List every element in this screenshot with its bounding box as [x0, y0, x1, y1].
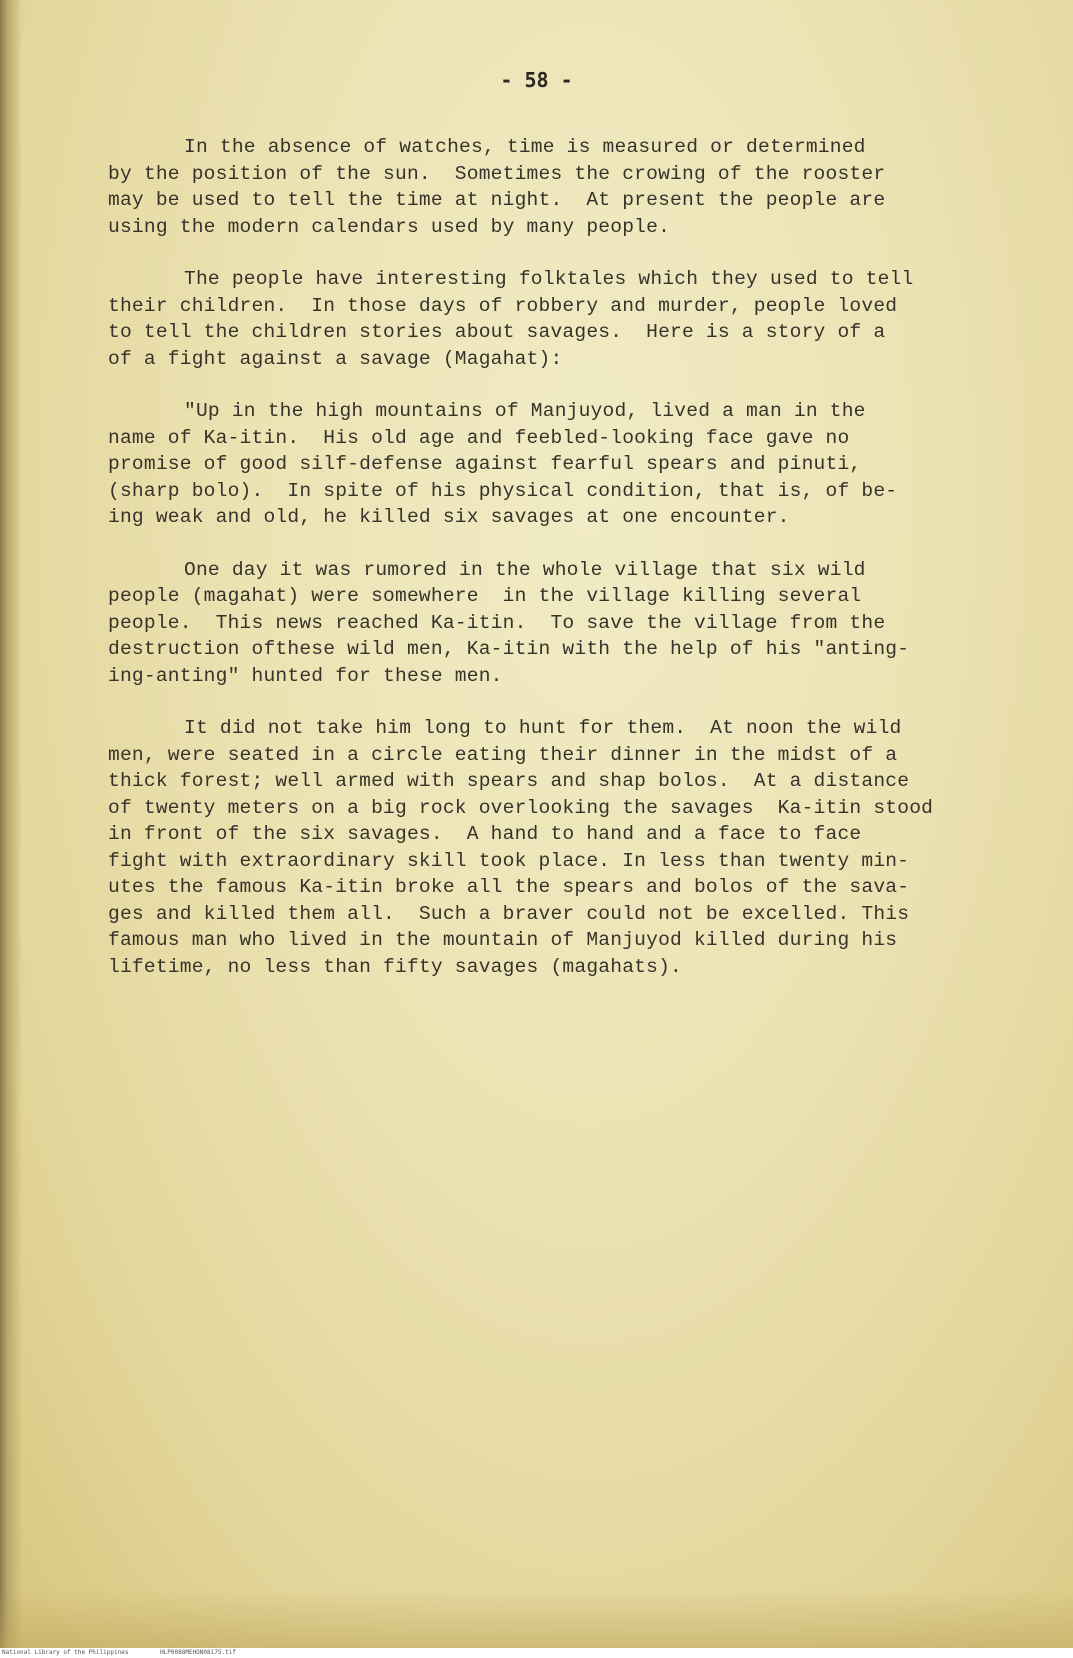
- text-line: may be used to tell the time at night. At present the people are: [108, 189, 886, 211]
- paragraph-4: [108, 557, 1008, 690]
- text-line: using the modern calendars used by many people.: [108, 215, 671, 238]
- text-line: of twenty meters on a big rock overlooking the savages Ka-itin stood: [108, 796, 934, 819]
- text-line: to tell the children stories about savages. Here is a story of a: [108, 321, 886, 343]
- footer-source: National Library of the Philippines: [2, 1649, 129, 1656]
- text-line: "Up in the high mountains of Manjuyod, lived a man in the: [184, 400, 866, 422]
- page-bottom-stain: [0, 1588, 1073, 1648]
- document-body: [108, 134, 1008, 1006]
- text-line: in front of the six savages. A hand to hand and a face to face: [108, 823, 862, 845]
- footer-file-code: HLP0088MEHON08175.tif: [160, 1649, 236, 1656]
- paragraph-5: [108, 715, 1008, 980]
- text-line: thick forest; well armed with spears and shap bolos. At a distance: [108, 770, 910, 792]
- text-line: famous man who lived in the mountain of Manjuyod killed during his: [108, 929, 898, 951]
- text-line: destruction ofthese wild men, Ka-itin with the help of his "anting-: [108, 638, 910, 660]
- scan-footer: [0, 1648, 1073, 1658]
- text-line: (sharp bolo). In spite of his physical condition, that is, of be-: [108, 479, 898, 502]
- text-line: promise of good silf-defense against fearful spears and pinuti,: [108, 453, 862, 475]
- text-line: ing-anting" hunted for these men.: [108, 664, 503, 687]
- text-line: people (magahat) were somewhere in the village killing several: [108, 585, 862, 607]
- page-left-edge-shadow: [0, 0, 22, 1648]
- text-line: men, were seated in a circle eating their dinner in the midst of a: [108, 743, 898, 766]
- text-line: The people have interesting folktales which they used to tell: [184, 268, 914, 290]
- text-line: ing weak and old, he killed six savages at one encounter.: [108, 506, 790, 528]
- text-line: In the absence of watches, time is measured or determined: [184, 136, 866, 158]
- text-line: utes the famous Ka-itin broke all the spears and bolos of the sava-: [108, 876, 910, 898]
- text-line: name of Ka-itin. His old age and feebled-looking face gave no: [108, 426, 850, 449]
- text-line: their children. In those days of robbery and murder, people loved: [108, 294, 898, 317]
- text-line: lifetime, no less than fifty savages (magahats).: [108, 955, 682, 978]
- text-line: people. This news reached Ka-itin. To save the village from the: [108, 611, 886, 634]
- paragraph-2: [108, 266, 1008, 372]
- text-line: One day it was rumored in the whole village that six wild: [184, 558, 866, 581]
- paragraph-3: [108, 398, 1008, 531]
- text-line: ges and killed them all. Such a braver could not be excelled. This: [108, 902, 910, 925]
- text-line: of a fight against a savage (Magahat):: [108, 347, 563, 370]
- page-number: - 58 -: [500, 68, 573, 92]
- text-line: by the position of the sun. Sometimes the crowing of the rooster: [108, 162, 886, 185]
- text-line: fight with extraordinary skill took place. In less than twenty min-: [108, 849, 910, 872]
- text-line: It did not take him long to hunt for them. At noon the wild: [184, 717, 902, 739]
- paragraph-1: [108, 134, 1008, 240]
